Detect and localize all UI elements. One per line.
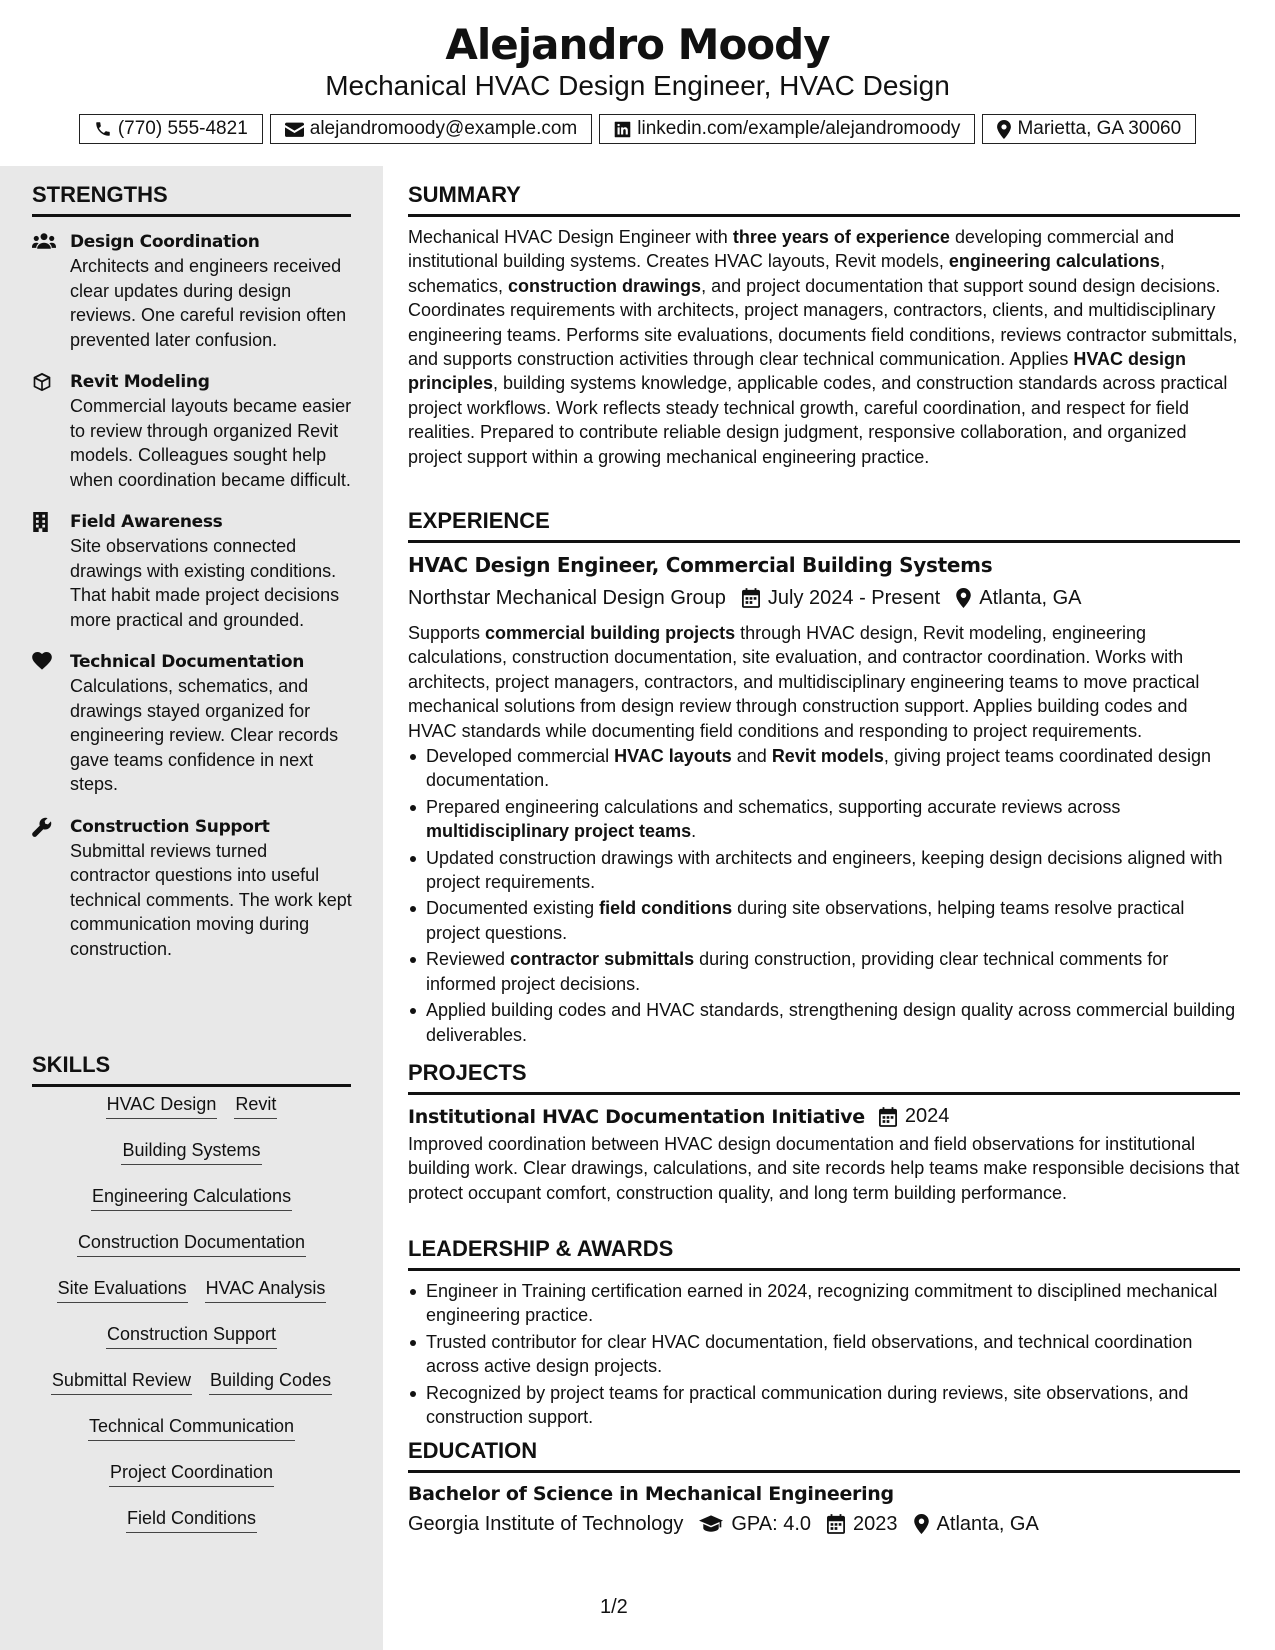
skill-tag: Building Systems [121,1139,261,1165]
skill-row [32,1185,351,1211]
leadership-bullet: Trusted contributor for clear HVAC documentation, field observations, and technical coordination across active design projects. [408,1330,1240,1379]
job-location: Atlanta, GA [979,586,1082,609]
projects-heading: PROJECTS [408,1060,1240,1095]
strength-title: Field Awareness [70,512,223,532]
resume-header [0,0,1275,166]
strength-title: Technical Documentation [70,652,305,672]
job-bullet: Documented existing field conditions during site observations, helping teams resolve practical project questions. [408,896,1240,945]
skill-tag: Technical Communication [88,1415,295,1441]
strength-title: Design Coordination [70,232,260,252]
contact-email[interactable] [270,114,592,144]
strength-description: Architects and engineers received clear updates during design reviews. One careful revision often prevented later confusion. [70,256,347,350]
heart-icon [32,650,70,797]
strength-description: Site observations connected drawings with existing conditions. That habit made project decisions more practical and grounded. [70,536,340,630]
strength-description: Commercial layouts became easier to review through organized Revit models. Colleagues sought help when coordination became difficult. [70,396,352,490]
contact-location-text: Marietta, GA 30060 [1017,118,1182,139]
strength-item [32,230,352,352]
company-name: Northstar Mechanical Design Group [408,586,726,609]
job-description: Supports commercial building projects through HVAC design, Revit modeling, engineering calculations, construction documentation, site evaluation, and contractor coordination. Works with architects, project managers, contractors, and multidisciplinary engineering teams to move practical mechanical solutions from design review through construction support. Applies building codes and HVAC standards while documenting field conditions and responding to project requirements. [408,623,1200,741]
project-header [408,1105,1240,1128]
school-location: Atlanta, GA [936,1512,1039,1535]
building-icon [32,510,70,632]
envelope-icon [285,121,304,137]
skill-row [32,1093,351,1119]
skill-tag: Building Codes [209,1369,332,1395]
skill-tag: Project Coordination [109,1461,274,1487]
skill-tag: HVAC Design [106,1093,218,1119]
map-pin-icon [914,1514,929,1534]
summary-section [408,182,1240,469]
experience-heading: EXPERIENCE [408,508,1240,543]
candidate-title: Mechanical HVAC Design Engineer, HVAC Design [325,70,950,101]
skill-row [32,1461,351,1487]
skill-tag: Engineering Calculations [91,1185,292,1211]
summary-text: Mechanical HVAC Design Engineer with three years of experience developing commercial and institutional building systems. Creates HVAC layouts, Revit models, engineering calculations, schematics, construction drawings, and project documentation that support sound design decisions. Coordinates requirements with architects, project managers, contractors, clients, and multidisciplinary engineering teams. Performs site evaluations, documents field conditions, reviews contractor submittals, and supports construction activities through clear technical communication. Applies HVAC design principles, building systems knowledge, applicable codes, and construction standards across practical project workflows. Work reflects steady technical growth, careful coordination, and respect for field realities. Prepared to contribute reliable design judgment, responsive collaboration, and organized project support within a growing mechanical engineering practice. [408,227,1238,467]
strength-title: Construction Support [70,816,270,837]
skill-row [32,1415,351,1441]
contact-phone-text: (770) 555-4821 [117,118,248,139]
experience-section [408,508,1240,1049]
calendar-icon [742,588,760,608]
project-description: Improved coordination between HVAC design documentation and field observations for institutional building work. Clear drawings, calculations, and site records help teams make responsible decisions that protect occupant comfort, construction quality, and long term building performance. [408,1134,1240,1203]
job-meta [408,585,1240,611]
phone-icon [94,120,112,138]
contact-linkedin-text: linkedin.com/example/alejandromoody [637,118,961,139]
job-title: HVAC Design Engineer, Commercial Building Systems [408,553,993,577]
gpa: GPA: 4.0 [731,1512,812,1535]
contact-phone[interactable] [79,114,263,144]
strength-title: Revit Modeling [70,372,210,392]
job-dates: July 2024 - Present [767,586,941,609]
summary-heading: SUMMARY [408,182,1240,217]
project-title: Institutional HVAC Documentation Initiative [408,1105,865,1128]
skills-list [32,1093,351,1553]
candidate-name: Alejandro Moody [445,20,830,69]
leadership-bullet: Recognized by project teams for practical communication during reviews, site observations, and construction support. [408,1381,1240,1430]
map-pin-icon [956,588,971,608]
contact-linkedin[interactable] [599,114,975,144]
strength-description: Calculations, schematics, and drawings stayed organized for engineering review. Clear records gave teams confidence in next steps. [70,676,339,794]
strengths-heading: STRENGTHS [32,182,351,217]
skill-row [32,1277,351,1303]
cube-icon [32,370,70,492]
skill-row [32,1369,351,1395]
skill-tag: Construction Documentation [77,1231,306,1257]
job-bullet: Updated construction drawings with architects and engineers, keeping design decisions aligned with project requirements. [408,846,1240,895]
leadership-heading: LEADERSHIP & AWARDS [408,1236,1240,1271]
job-bullet: Applied building codes and HVAC standards, strengthening design quality across commercial building deliverables. [408,998,1240,1047]
job-bullets [408,744,1240,1047]
leadership-bullets [408,1279,1240,1429]
calendar-icon [827,1514,845,1534]
job-bullet: Developed commercial HVAC layouts and Revit models, giving project teams coordinated design documentation. [408,744,1240,793]
strength-description: Submittal reviews turned contractor questions into useful technical comments. The work kept communication moving during construction. [70,840,352,959]
leadership-section [408,1236,1240,1431]
strength-item [32,815,352,962]
skill-tag: Site Evaluations [57,1277,188,1303]
education-section [408,1438,1240,1537]
skill-tag: Construction Support [106,1323,277,1349]
calendar-icon [879,1107,897,1127]
contact-bar [0,114,1275,144]
job-bullet: Prepared engineering calculations and schematics, supporting accurate reviews across multidisciplinary project teams. [408,795,1240,844]
graduation-cap-icon [699,1515,723,1533]
skill-tag: Field Conditions [126,1507,257,1533]
skill-tag: Submittal Review [51,1369,192,1395]
skill-tag: Revit [234,1093,277,1119]
graduation-year: 2023 [853,1512,898,1535]
skill-tag: HVAC Analysis [205,1277,327,1303]
strengths-list [32,230,352,979]
skills-heading: SKILLS [32,1052,351,1087]
linkedin-icon [614,121,631,138]
skill-row [32,1507,351,1533]
sidebar [0,166,383,1650]
education-heading: EDUCATION [408,1438,1240,1473]
page-number: 1/2 [600,1596,628,1618]
map-pin-icon [997,120,1011,139]
job-bullet: Reviewed contractor submittals during construction, providing clear technical comments for informed project decisions. [408,947,1240,996]
school-name: Georgia Institute of Technology [408,1512,684,1535]
strength-item [32,510,352,632]
users-icon [32,230,70,352]
strength-item [32,650,352,797]
skill-row [32,1323,351,1349]
skill-row [32,1139,351,1165]
projects-section [408,1060,1240,1205]
skill-row [32,1231,351,1257]
project-year: 2024 [904,1105,950,1127]
degree: Bachelor of Science in Mechanical Engineering [408,1483,894,1505]
education-meta [408,1511,1240,1537]
contact-location [982,114,1196,144]
strength-item [32,370,352,492]
wrench-icon [32,815,70,962]
leadership-bullet: Engineer in Training certification earned in 2024, recognizing commitment to disciplined mechanical engineering practice. [408,1279,1240,1328]
contact-email-text: alejandromoody@example.com [309,118,578,139]
